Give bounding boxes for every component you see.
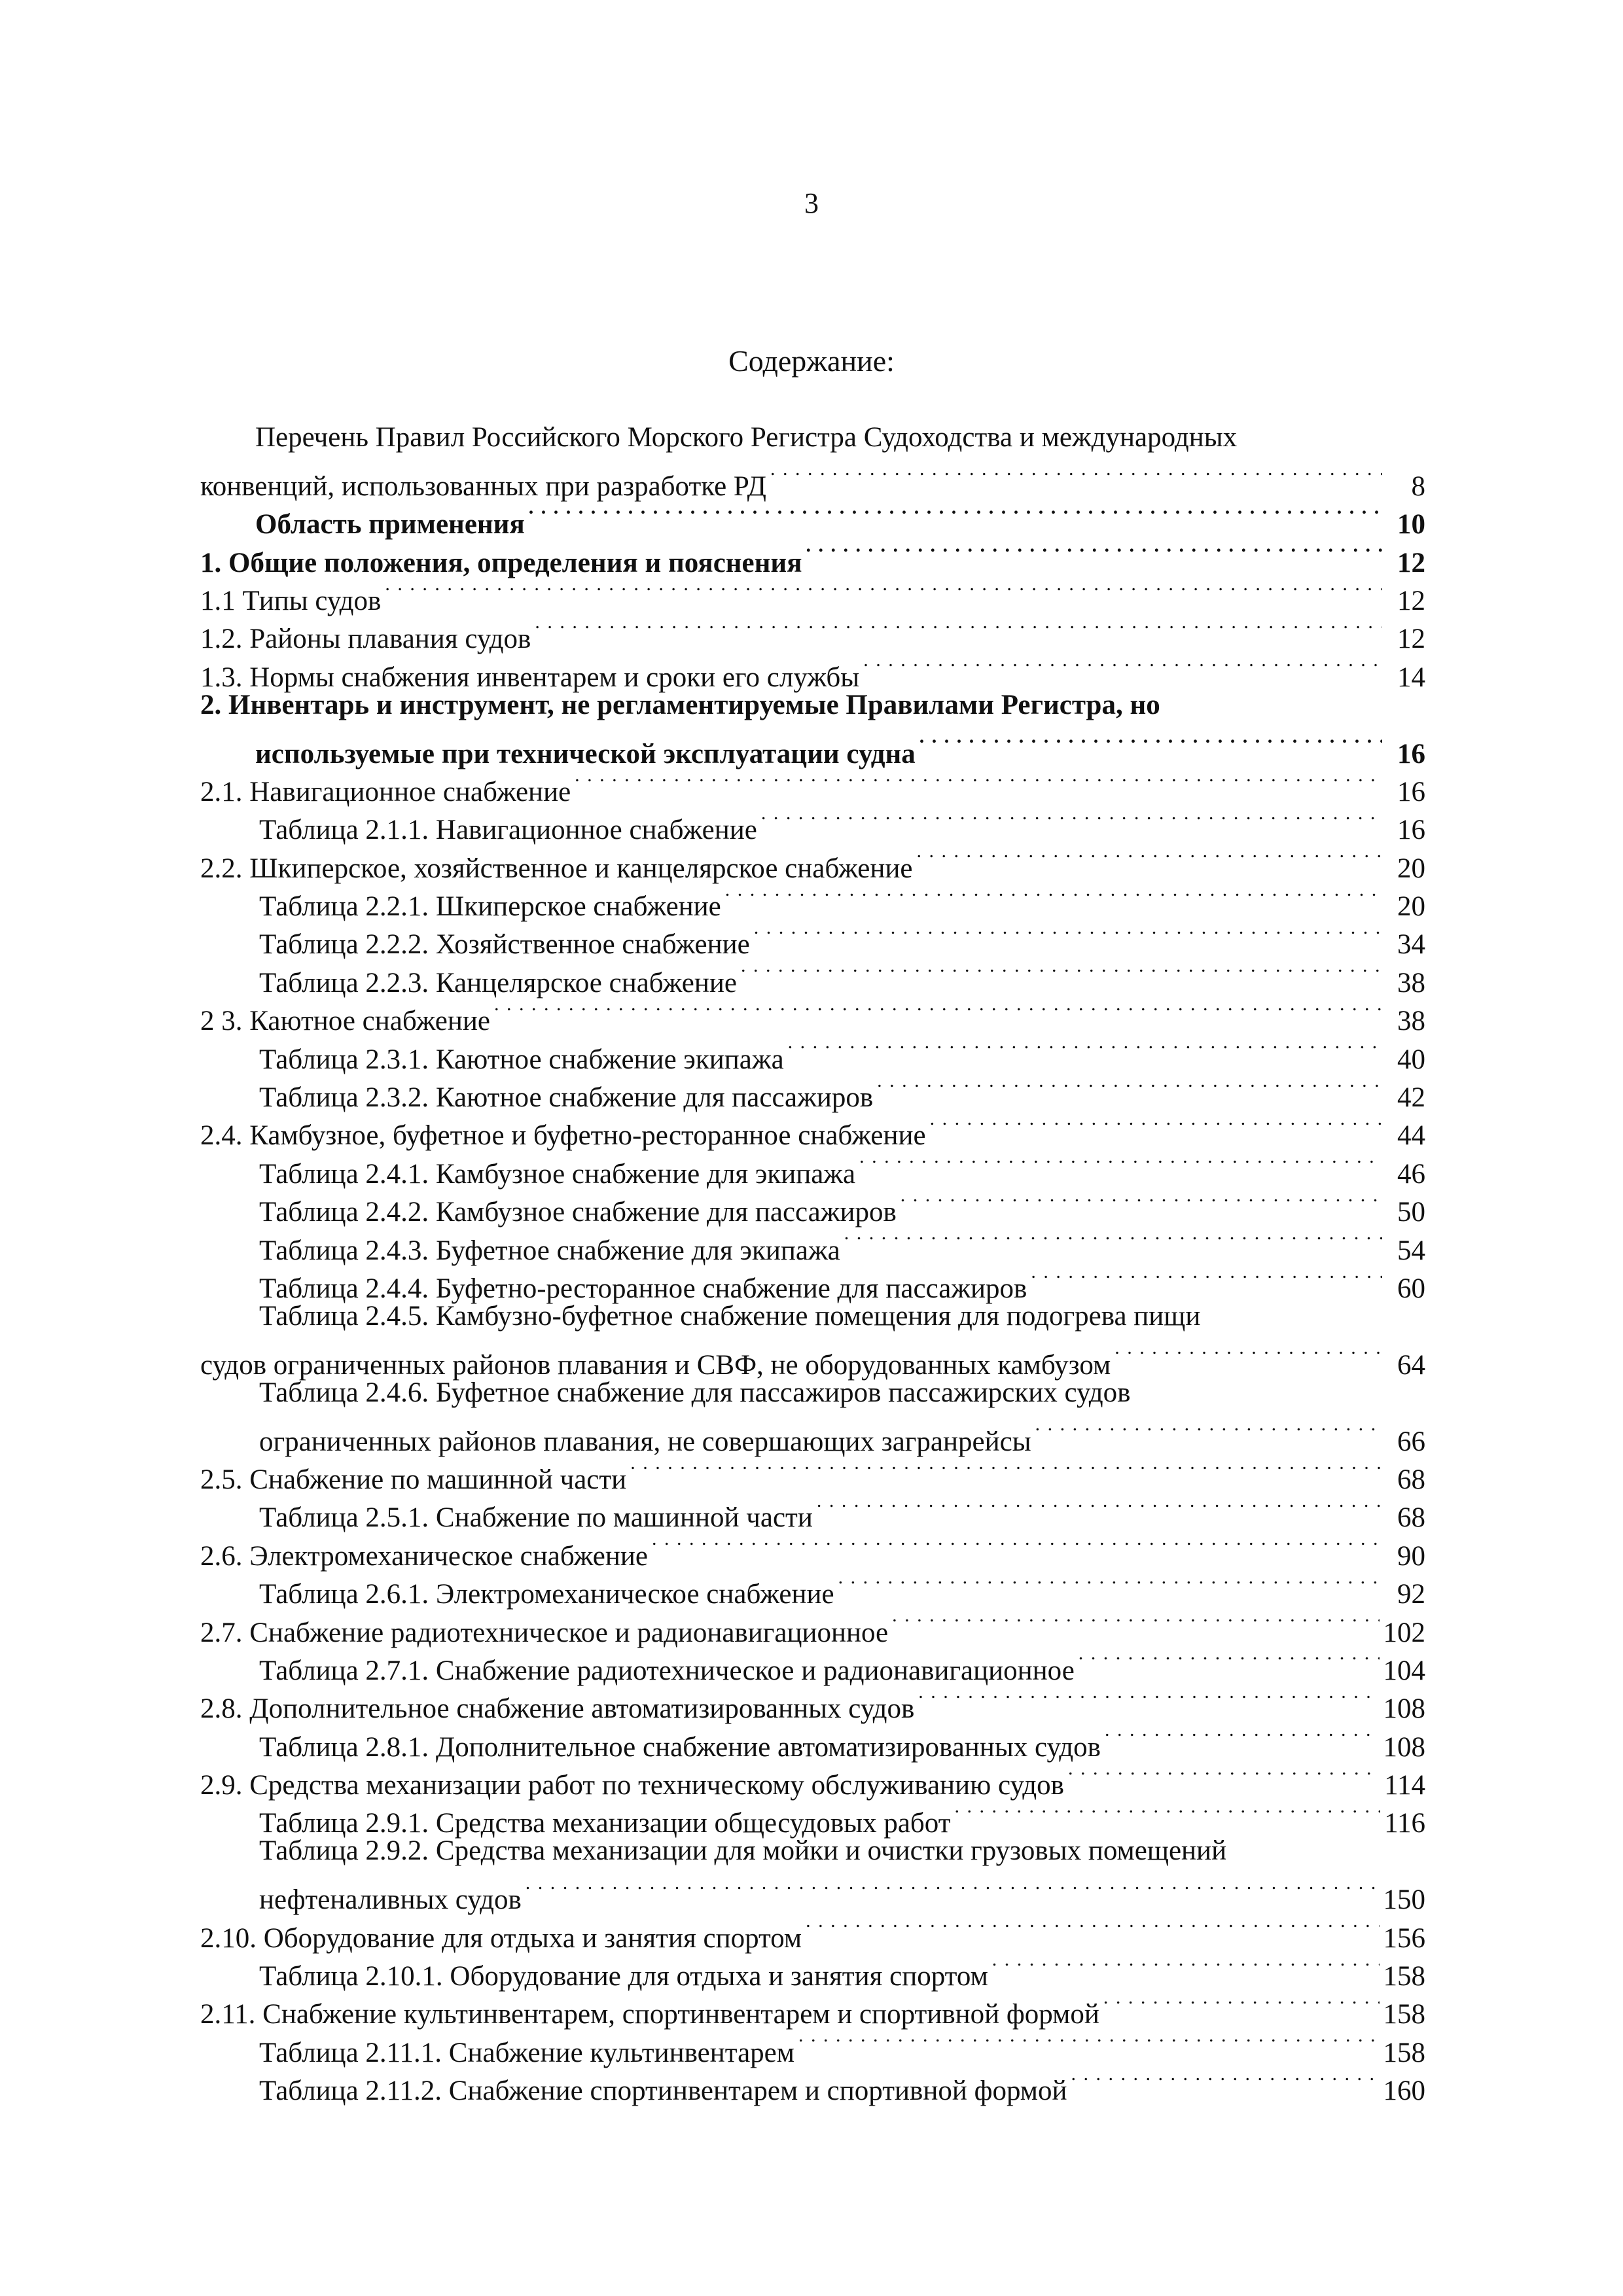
toc-entry-page: 158 [1383, 1999, 1425, 2030]
toc-entry-title: 1.3. Нормы снабжения инвентарем и сроки его службы [200, 662, 860, 693]
toc-entry-title: Таблица 2.4.2. Камбузное снабжение для пассажиров [259, 1197, 897, 1228]
toc-entry-title: 2.7. Снабжение радиотехническое и радионавигационное [200, 1617, 889, 1648]
dot-leader [877, 1069, 1382, 1106]
dot-leader [806, 533, 1382, 571]
toc-entry [200, 610, 1425, 655]
toc-entry [200, 1298, 1425, 1381]
toc-entry-page: 40 [1397, 1044, 1425, 1075]
dot-leader [930, 1106, 1382, 1144]
toc-entry-title: Таблица 2.3.1. Каютное снабжение экипажа [259, 1044, 784, 1075]
toc-entry-title: конвенций, использованных при разработке РД [200, 470, 766, 502]
toc-entry-page: 60 [1397, 1273, 1425, 1304]
toc-entry-title: 2.8. Дополнительное снабжение автоматизированных судов [200, 1693, 915, 1725]
toc-entry-page: 116 [1384, 1808, 1425, 1839]
toc-entry-page: 102 [1383, 1617, 1425, 1648]
toc-entry-page: 10 [1397, 509, 1425, 540]
table-of-contents [200, 419, 1425, 2107]
dot-leader [892, 1603, 1379, 1641]
toc-entry-page: 104 [1383, 1655, 1425, 1686]
dot-leader [529, 495, 1382, 533]
dot-leader [863, 648, 1382, 686]
dot-leader [844, 1221, 1382, 1259]
dot-leader [919, 724, 1382, 762]
toc-entry-title: 2. Инвентарь и инструмент, не регламентируемые Правилами Регистра, но [200, 689, 1160, 720]
toc-entry-page: 16 [1397, 738, 1425, 769]
toc-entry-title: Таблица 2.4.3. Буфетное снабжение для экипажа [259, 1235, 840, 1266]
toc-entry-page: 108 [1383, 1731, 1425, 1763]
toc-entry-title: Таблица 2.4.6. Буфетное снабжение для пассажиров пассажирских судов [259, 1377, 1131, 1408]
toc-entry-title: Область применения [255, 509, 525, 540]
toc-entry-title: Таблица 2.2.1. Шкиперское снабжение [259, 891, 721, 923]
toc-entry-page: 8 [1411, 470, 1425, 502]
toc-title: Содержание: [728, 344, 895, 378]
toc-entry-page: 14 [1397, 662, 1425, 693]
toc-entry-page: 16 [1397, 776, 1425, 807]
toc-entry-page: 20 [1397, 853, 1425, 884]
dot-leader [901, 1183, 1382, 1221]
toc-entry-title: Таблица 2.4.1. Камбузное снабжение для экипажа [259, 1158, 856, 1190]
toc-entry-title: ограниченных районов плавания, не совершающих загранрейсы [259, 1426, 1031, 1457]
toc-entry-title: Таблица 2.4.4. Буфетно-ресторанное снабжение для пассажиров [259, 1273, 1027, 1304]
toc-entry-page: 12 [1397, 585, 1425, 616]
toc-entry-page: 44 [1397, 1120, 1425, 1152]
toc-entry [200, 1374, 1425, 1457]
dot-leader [788, 1030, 1382, 1068]
dot-leader [806, 1909, 1379, 1947]
toc-entry [200, 419, 1425, 502]
dot-leader [992, 1947, 1380, 1985]
dot-leader [1031, 1260, 1382, 1298]
toc-entry-page: 20 [1397, 891, 1425, 923]
toc-entry-page: 108 [1383, 1693, 1425, 1725]
dot-leader [1035, 1412, 1382, 1450]
dot-leader [725, 877, 1382, 915]
toc-entry-title: 1.1 Типы судов [200, 585, 382, 616]
toc-entry-title: 2.1. Навигационное снабжение [200, 776, 571, 807]
toc-entry-page: 50 [1397, 1197, 1425, 1228]
dot-leader [1079, 1642, 1380, 1680]
toc-entry-title: Таблица 2.7.1. Снабжение радиотехническое и радионавигационное [259, 1655, 1075, 1686]
toc-entry-page: 158 [1383, 1961, 1425, 1992]
dot-leader [761, 801, 1382, 839]
toc-entry-title: 2.9. Средства механизации работ по техническому обслуживанию судов [200, 1770, 1064, 1801]
dot-leader [798, 2023, 1380, 2061]
toc-entry [200, 686, 1425, 769]
toc-entry-title: Таблица 2.11.2. Снабжение спортинвентарем и спортивной формой [259, 2075, 1067, 2107]
dot-leader [838, 1565, 1382, 1603]
dot-leader [575, 763, 1382, 801]
dot-leader [859, 1144, 1382, 1182]
toc-entry-title: 2.5. Снабжение по машинной части [200, 1464, 627, 1495]
toc-entry-page: 42 [1397, 1082, 1425, 1114]
dot-leader [754, 915, 1382, 953]
toc-entry-title: Перечень Правил Российского Морского Регистра Судоходства и международных [255, 422, 1238, 453]
toc-entry-page: 12 [1397, 547, 1425, 578]
toc-entry-title: 2.2. Шкиперское, хозяйственное и канцелярское снабжение [200, 853, 913, 884]
toc-entry-page: 68 [1397, 1464, 1425, 1495]
toc-entry-page: 16 [1397, 815, 1425, 846]
toc-entry-title: Таблица 2.3.2. Каютное снабжение для пассажиров [259, 1082, 874, 1114]
toc-entry-page: 92 [1397, 1579, 1425, 1610]
dot-leader [916, 839, 1382, 877]
toc-entry-title: 2.11. Снабжение культинвентарем, спортинвентарем и спортивной формой [200, 1999, 1099, 2030]
toc-entry-title: Таблица 2.6.1. Электромеханическое снабжение [259, 1579, 834, 1610]
toc-entry-title: 2 3. Каютное снабжение [200, 1006, 490, 1037]
toc-entry-title: 2.10. Оборудование для отдыха и занятия спортом [200, 1922, 802, 1954]
toc-entry-title: 1.2. Районы плавания судов [200, 624, 531, 655]
toc-entry-page: 90 [1397, 1540, 1425, 1572]
toc-entry-title: Таблица 2.2.3. Канцелярское снабжение [259, 967, 737, 998]
dot-leader [494, 992, 1382, 1030]
toc-entry-page: 46 [1397, 1158, 1425, 1190]
toc-entry-title: 2.6. Электромеханическое снабжение [200, 1540, 648, 1572]
toc-entry-title: Таблица 2.5.1. Снабжение по машинной части [259, 1502, 813, 1534]
dot-leader [652, 1527, 1382, 1564]
toc-entry-page: 160 [1383, 2075, 1425, 2107]
dot-leader [817, 1489, 1382, 1527]
toc-entry-page: 38 [1397, 1006, 1425, 1037]
page-number: 3 [804, 187, 819, 219]
toc-entry-page: 66 [1397, 1426, 1425, 1457]
toc-entry-title: используемые при технической эксплуатации судна [255, 738, 916, 769]
toc-entry-page: 68 [1397, 1502, 1425, 1534]
toc-entry-title: Таблица 2.9.2. Средства механизации для мойки и очистки грузовых помещений [259, 1835, 1227, 1867]
toc-entry-title: 1. Общие положения, определения и пояснения [200, 547, 802, 578]
dot-leader [535, 610, 1382, 648]
toc-entry-title: судов ограниченных районов плавания и СВФ, не оборудованных камбузом [200, 1349, 1111, 1381]
dot-leader [1071, 2062, 1380, 2100]
toc-entry-page: 38 [1397, 967, 1425, 998]
dot-leader [955, 1794, 1381, 1832]
toc-entry-page: 150 [1383, 1884, 1425, 1916]
toc-entry-title: Таблица 2.11.1. Снабжение культинвентарем [259, 2037, 794, 2068]
dot-leader [1105, 1718, 1380, 1756]
dot-leader [741, 953, 1382, 991]
toc-entry-title: Таблица 2.9.1. Средства механизации общесудовых работ [259, 1808, 951, 1839]
dot-leader [630, 1451, 1382, 1489]
toc-entry-page: 156 [1383, 1922, 1425, 1954]
toc-entry-title: Таблица 2.1.1. Навигационное снабжение [259, 815, 757, 846]
toc-entry-title: Таблица 2.10.1. Оборудование для отдыха и занятия спортом [259, 1961, 988, 1992]
toc-entry-page: 34 [1397, 929, 1425, 961]
dot-leader [1068, 1756, 1380, 1794]
toc-entry-page: 158 [1383, 2037, 1425, 2068]
dot-leader [526, 1871, 1380, 1909]
toc-entry-title: нефтеналивных судов [259, 1884, 522, 1916]
toc-entry-title: Таблица 2.4.5. Камбузно-буфетное снабжение помещения для подогрева пищи [259, 1300, 1201, 1332]
toc-entry [200, 1832, 1425, 1916]
toc-entry-page: 12 [1397, 624, 1425, 655]
dot-leader [770, 457, 1382, 495]
toc-entry-page: 64 [1397, 1349, 1425, 1381]
toc-entry-title: Таблица 2.8.1. Дополнительное снабжение автоматизированных судов [259, 1731, 1101, 1763]
toc-entry-title: Таблица 2.2.2. Хозяйственное снабжение [259, 929, 750, 961]
toc-entry-page: 54 [1397, 1235, 1425, 1266]
dot-leader [918, 1680, 1379, 1718]
toc-entry-page: 114 [1384, 1770, 1425, 1801]
dot-leader [1115, 1335, 1382, 1373]
dot-leader [385, 572, 1382, 610]
dot-leader [1103, 1985, 1380, 2023]
toc-entry-title: 2.4. Камбузное, буфетное и буфетно-ресторанное снабжение [200, 1120, 926, 1152]
